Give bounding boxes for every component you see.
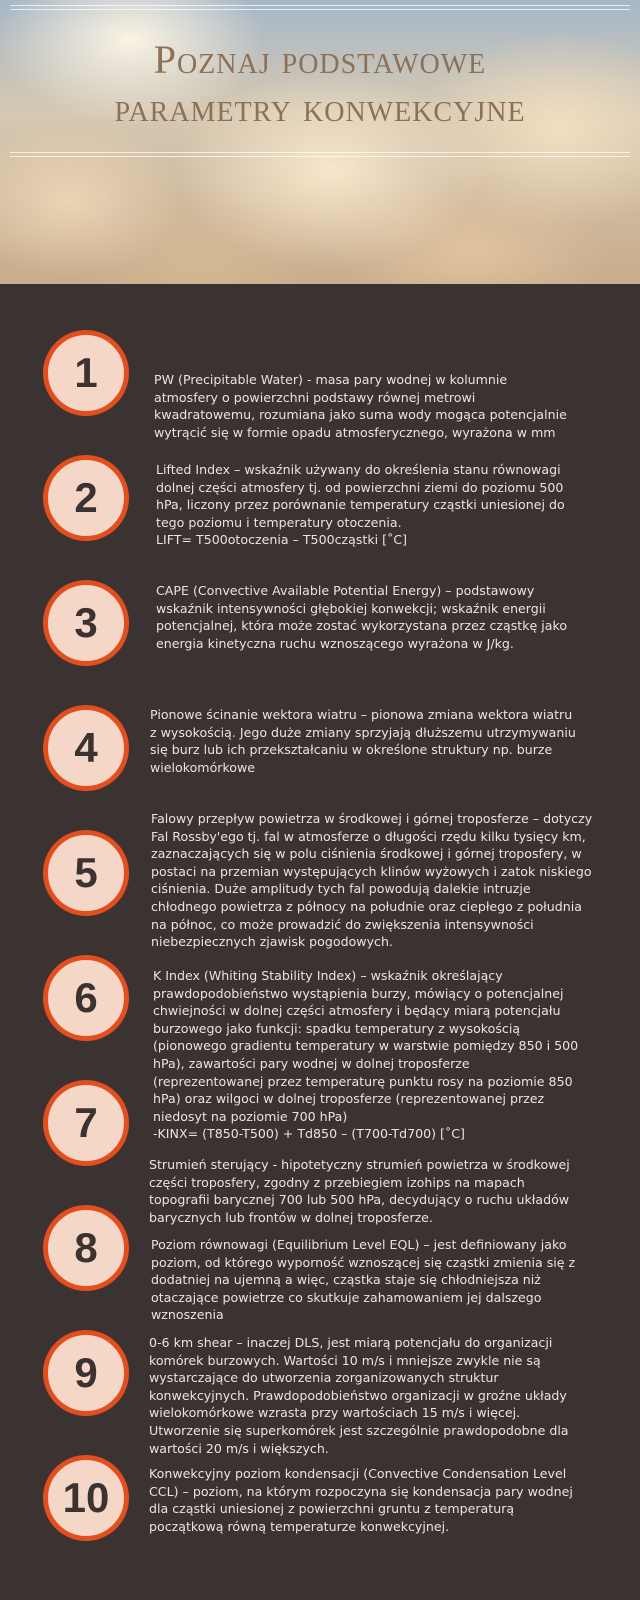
- text-line: postaci na przemian występujących klinów wyżowych i zatok niskiego: [151, 863, 592, 879]
- cloud-header-image: [0, 0, 640, 284]
- text-line: niedosyt na poziomie 700 hPa): [153, 1108, 348, 1124]
- text-line: CCL) – poziom, na którym rozpoczyna się kondensacja pary wodnej: [149, 1483, 573, 1499]
- text-line: chwiejności w dolnej części atmosfery i będący miarą potencjału: [153, 1003, 561, 1019]
- text-line: ciśnienia. Duże amplitudy tych fal powodują dalekie intruzje: [151, 881, 531, 897]
- text-line: części troposfery, zgodny z przebiegiem izohips na mapach: [149, 1174, 525, 1190]
- header-rule-bottom-inner: [10, 156, 630, 157]
- text-line: barycznych lub frontów w dolnej troposferze.: [149, 1209, 433, 1225]
- number-badge-6: 6: [43, 955, 129, 1041]
- text-line: konwekcyjnych. Prawdopodobieństwo organizacji w groźne układy: [149, 1387, 567, 1403]
- text-line: 0-6 km shear – inaczej DLS, jest miarą potencjału do organizacji: [149, 1335, 553, 1350]
- text-line: topografii barycznej 700 lub 500 hPa, decydujący o ruchu układów: [149, 1192, 570, 1208]
- number-badge-3: 3: [43, 580, 129, 666]
- text-line: prawdopodobieństwo wystąpienia burzy, mówiący o potencjalnej: [153, 985, 564, 1001]
- page-title-line-2: parametry konwekcyjne: [114, 85, 526, 130]
- text-line: dodatniej na ujemną a więc, cząstka staje się chłodniejsza niż: [151, 1272, 541, 1288]
- text-line: hPa) oraz wilgoci w dolnej troposferze (reprezentowanej przez: [153, 1091, 545, 1107]
- number-badge-9: 9: [43, 1330, 129, 1416]
- parameter-description-10: [149, 1465, 604, 1535]
- text-line: -KINX= (T850-T500) + Td850 – (T700-Td700) [˚C]: [153, 1126, 465, 1142]
- text-line: Pionowe ścinanie wektora wiatru – pionowa zmiana wektora wiatru: [150, 707, 573, 722]
- header-rule-top: [10, 5, 630, 6]
- text-line: Utworzenie się superkomórek jest szczególnie prawdopodobne dla: [149, 1422, 569, 1438]
- text-line: LIFT= T500otoczenia – T500cząstki [˚C]: [156, 532, 408, 548]
- text-line: energia kinetyczna ruchu wznoszącego wyrażona w J/kg.: [156, 635, 514, 651]
- text-line: chłodnego powietrza z północy na południe oraz ciepłego z południa: [151, 898, 582, 914]
- text-line: hPa), zawartości pary wodnej w dolnej troposferze: [153, 1055, 470, 1071]
- text-line: dolnej części atmosfery tj. od powierzchni ziemi do poziomu 500: [156, 479, 564, 495]
- number-badge-5: 5: [43, 830, 129, 916]
- text-line: wytrącić się w formie opadu atmosferycznego, wyrażona w mm: [154, 424, 556, 440]
- text-line: Poziom równowagi (Equilibrium Level EQL) – jest definiowany jako: [151, 1237, 567, 1252]
- text-line: tego poziomu i temperatury otoczenia.: [156, 514, 402, 530]
- page-title-line-1: Poznaj podstawowe: [153, 37, 487, 82]
- text-line: wielokomórkowe: [150, 759, 256, 775]
- text-line: (reprezentowanej przez temperaturę punktu rosy na poziomie 850: [153, 1073, 573, 1089]
- text-line: komórek burzowych. Wartości 10 m/s i mniejsze zwykle nie są: [149, 1352, 541, 1368]
- number-badge-7: 7: [43, 1080, 129, 1166]
- text-line: hPa, liczony przez porównanie temperatury cząstki uniesionej do: [156, 497, 565, 513]
- text-line: PW (Precipitable Water) - masa pary wodnej w kolumnie: [154, 372, 508, 387]
- parameter-description-7: [149, 1156, 604, 1226]
- number-badge-4: 4: [43, 705, 129, 791]
- number-badge-10: 10: [43, 1455, 129, 1541]
- text-line: zaznaczających się w polu ciśnienia środkowej i górnej troposfery, w: [151, 846, 582, 862]
- number-badge-8: 8: [43, 1205, 129, 1291]
- parameter-description-8: [151, 1236, 606, 1324]
- text-line: K Index (Whiting Stability Index) – wskaźnik określający: [153, 968, 503, 983]
- number-badge-2: 2: [43, 455, 129, 541]
- text-line: Falowy przepływ powietrza w środkowej i górnej troposferze – dotyczy: [151, 811, 593, 826]
- text-line: kwadratowemu, rozumiana jako suma wody mogąca potencjalnie: [154, 407, 567, 423]
- parameter-description-9: [149, 1334, 604, 1457]
- header-rule-bottom: [10, 152, 630, 153]
- text-line: Lifted Index – wskaźnik używany do określenia stanu równowagi: [156, 462, 561, 477]
- text-line: początkową równą temperaturze konwekcyjnej.: [149, 1518, 450, 1534]
- text-line: Konwekcyjny poziom kondensacji (Convective Condensation Level: [149, 1466, 567, 1481]
- text-line: poziom, od którego wyporność wznoszącej się cząstki zmienia się z: [151, 1254, 576, 1270]
- text-line: Strumień sterujący - hipotetyczny strumień powietrza w środkowej: [149, 1157, 570, 1172]
- text-line: (pionowego gradientu temperatury w warstwie pomiędzy 850 i 500: [153, 1038, 579, 1054]
- text-line: Fal Rossby'ego tj. fal w atmosferze o długości rzędu kilku tysięcy km,: [151, 828, 586, 844]
- text-line: CAPE (Convective Available Potential Energy) – podstawowy: [156, 583, 535, 598]
- text-line: otaczające powietrze co skutkuje zahamowaniem jej dalszego: [151, 1289, 542, 1305]
- parameter-description-6: [153, 967, 608, 1143]
- text-line: potencjalnej, która może zostać wykorzystana przez cząstkę jako: [156, 618, 568, 634]
- text-line: wznoszenia: [151, 1307, 224, 1323]
- parameter-description-1: [154, 371, 609, 441]
- text-line: niebezpiecznych zjawisk pogodowych.: [151, 934, 393, 950]
- parameter-description-2: [156, 461, 611, 549]
- text-line: atmosfery o powierzchni podstawy równej metrowi: [154, 389, 476, 405]
- text-line: dla cząstki uniesionej z powierzchni gruntu z temperaturą: [149, 1501, 515, 1517]
- text-line: wielokomórkowe wzrasta przy wartościach 15 m/s i więcej.: [149, 1405, 521, 1421]
- number-badge-1: 1: [43, 330, 129, 416]
- text-line: się burz lub ich przekształcaniu w określone struktury np. burze: [150, 742, 553, 758]
- text-line: wskaźnik intensywności głębokiej konwekcji; wskaźnik energii: [156, 600, 546, 616]
- parameter-description-5: [151, 810, 621, 951]
- header-rule-top-inner: [10, 9, 630, 10]
- text-line: na północ, co może prowadzić do zwiększenia intensywności: [151, 916, 534, 932]
- parameter-description-3: [156, 582, 611, 652]
- parameter-description-4: [150, 706, 605, 776]
- text-line: wartości 20 m/s i większych.: [149, 1440, 329, 1456]
- text-line: burzowego jako funkcji: spadku temperatury z wysokością: [153, 1020, 521, 1036]
- text-line: z wysokością. Jego duże zmiany sprzyjają dłuższemu utrzymywaniu: [150, 724, 576, 740]
- text-line: wystarczające do utworzenia zorganizowanych struktur: [149, 1370, 499, 1386]
